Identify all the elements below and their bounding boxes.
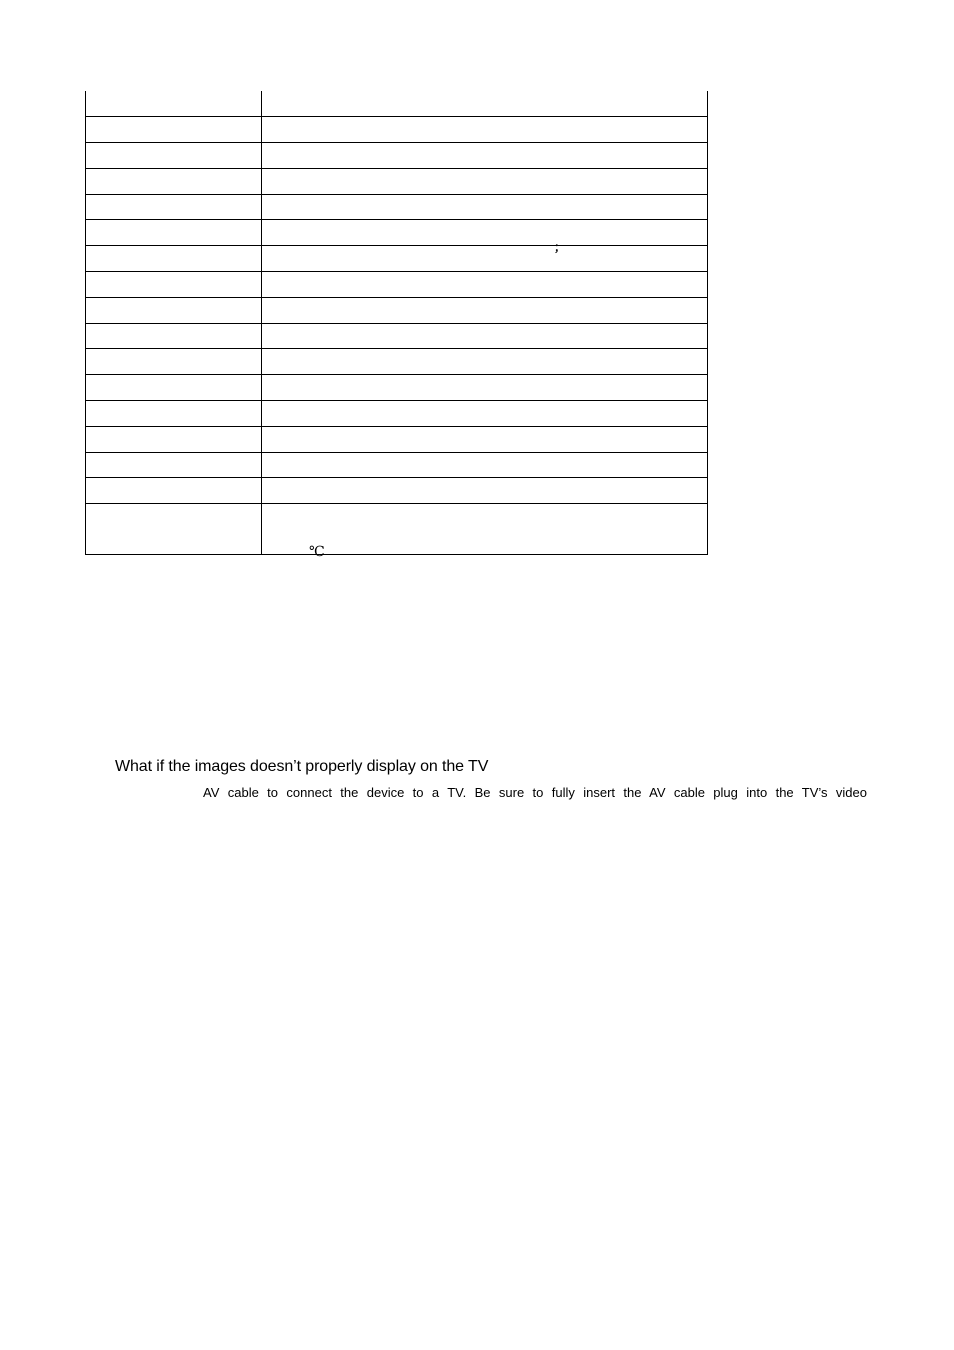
spec-label-cell (86, 117, 262, 143)
spec-value-cell (262, 478, 708, 504)
spec-label-cell (86, 246, 262, 272)
spec-label-cell (86, 349, 262, 375)
faq-answer-text: AV cable to connect the device to a TV. Be sure to fully insert the AV cable plug into the TV’s video (203, 785, 867, 800)
spec-label-cell (86, 143, 262, 169)
spec-label-cell (86, 323, 262, 349)
spec-value-cell (262, 401, 708, 427)
table-row (86, 426, 708, 452)
degree-celsius-mark: ℃ (309, 544, 325, 560)
spec-value-cell (262, 272, 708, 298)
spec-value-cell (262, 168, 708, 194)
spec-value-cell (262, 297, 708, 323)
spec-value-cell (262, 117, 708, 143)
spec-label-cell (86, 272, 262, 298)
table-row (86, 143, 708, 169)
spec-label-cell (86, 168, 262, 194)
spec-value-cell (262, 375, 708, 401)
spec-label-cell (86, 504, 262, 555)
spec-value-cell (262, 349, 708, 375)
spec-label-cell (86, 297, 262, 323)
table-row (86, 297, 708, 323)
table-row (86, 194, 708, 220)
spec-value-cell (262, 143, 708, 169)
spec-value-cell (262, 220, 708, 254)
spec-label-cell (86, 452, 262, 478)
table-row (86, 349, 708, 375)
table-row (86, 323, 708, 349)
table-row (86, 220, 708, 246)
spec-value-cell (262, 91, 708, 117)
spec-value-cell (262, 194, 708, 220)
spec-value-cell (262, 323, 708, 349)
spec-label-cell (86, 194, 262, 220)
table-row (86, 401, 708, 427)
spec-label-cell (86, 401, 262, 427)
spec-label-cell (86, 375, 262, 401)
spec-value-cell (262, 246, 708, 272)
table-row (86, 504, 708, 555)
spec-label-cell (86, 220, 262, 246)
semicolon-mark: ； (554, 239, 567, 254)
spec-table (85, 91, 708, 560)
table-row (86, 168, 708, 194)
faq-question-heading: What if the images doesn’t properly display on the TV (115, 758, 489, 775)
table-row (86, 478, 708, 504)
spec-label-cell (86, 478, 262, 504)
spec-label-cell (86, 426, 262, 452)
spec-label-cell (86, 91, 262, 117)
table-row (86, 117, 708, 143)
table-row (86, 272, 708, 298)
spec-value-cell (262, 426, 708, 452)
spec-value-cell (262, 504, 708, 560)
spec-value-cell (262, 452, 708, 478)
table-row (86, 91, 708, 117)
table-row (86, 375, 708, 401)
table-row (86, 246, 708, 272)
table-row (86, 452, 708, 478)
